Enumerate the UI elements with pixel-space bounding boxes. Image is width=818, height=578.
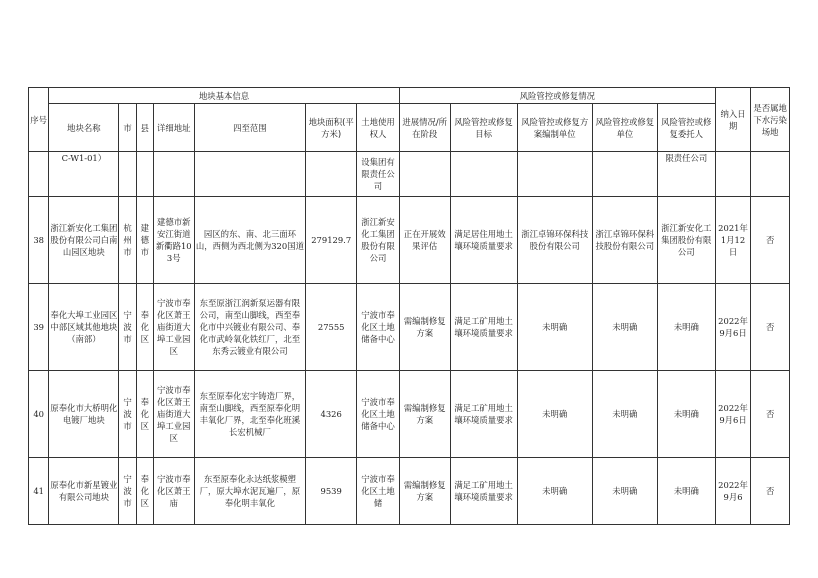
cell-city: 宁波市	[119, 284, 136, 371]
table-row	[29, 458, 790, 525]
cell-owner: 宁波市奉化区土地储备中心	[357, 371, 400, 458]
header-planner: 风险管控或修复方案编制单位	[517, 104, 592, 152]
cell-address: 宁波市奉化区萧王庙街道大埠工业园区	[153, 371, 194, 458]
header-owner: 土地使用权人	[357, 104, 400, 152]
cell-listed: 2022年9月6日	[715, 284, 751, 371]
header-progress: 进展情况/所在阶段	[399, 104, 450, 152]
header-address: 详细地址	[153, 104, 194, 152]
header-group-risk: 风险管控或修复情况	[399, 88, 715, 104]
cell-boundary: 东至原浙江润新泵运器有限公司，南至山脚线，西至奉化市中兴镀业有限公司、奉化市武岭氧化铁红厂，北至东秀云镀业有限公司	[194, 284, 306, 371]
cell-target: 满足居住用地土壤环境质量要求	[450, 197, 517, 284]
cell-city: 宁波市	[119, 458, 136, 525]
cell-groundwater: 否	[751, 458, 790, 525]
cell-county: 奉化区	[136, 458, 153, 525]
table-row	[29, 371, 790, 458]
header-area: 地块面积(平方米)	[306, 104, 357, 152]
cell-target: 满足工矿用地土壤环境质量要求	[450, 458, 517, 525]
cell-seq: 40	[29, 371, 49, 458]
cell-name: C-W1-01）	[49, 152, 119, 197]
cell-target: 满足工矿用地土壤环境质量要求	[450, 284, 517, 371]
cell-planner: 浙江卓锦环保科技股份有限公司	[517, 197, 592, 284]
cell-area: 4326	[306, 371, 357, 458]
cell-address: 宁波市奉化区萧王庙街道大埠工业园区	[153, 284, 194, 371]
cell-county: 建德市	[136, 197, 153, 284]
cell-owner: 宁波市奉化区土地储备中心	[357, 284, 400, 371]
cell-seq: 38	[29, 197, 49, 284]
header-listed: 纳入日期	[715, 88, 751, 152]
header-group-basic: 地块基本信息	[49, 88, 400, 104]
cell-address: 建德市新安江街道新衢路103号	[153, 197, 194, 284]
cell-progress: 正在开展效果评估	[399, 197, 450, 284]
cell-client: 浙江新安化工集团股份有限公司	[657, 197, 715, 284]
cell-listed: 2022年9月6日	[715, 371, 751, 458]
cell-groundwater: 否	[751, 284, 790, 371]
table-row	[29, 197, 790, 284]
cell-boundary: 东至原奉化宏宇铸造厂界，南至山脚线，西至原奉化明丰氧化厂界，北至奉化班溪长宏机械厂	[194, 371, 306, 458]
cell-groundwater: 否	[751, 197, 790, 284]
cell-city: 宁波市	[119, 371, 136, 458]
cell-client: 未明确	[657, 458, 715, 525]
cell-executor: 浙江卓锦环保科技股份有限公司	[592, 197, 657, 284]
cell-listed: 2022年9月6	[715, 458, 751, 525]
cell-area: 279129.7	[306, 197, 357, 284]
cell-area: 27555	[306, 284, 357, 371]
cell-progress: 需编制修复方案	[399, 284, 450, 371]
cell-area: 9539	[306, 458, 357, 525]
cell-progress: 需编制修复方案	[399, 458, 450, 525]
cell-listed: 2021年1月12日	[715, 197, 751, 284]
cell-name: 奉化大埠工业园区中部区域其他地块（南部）	[49, 284, 119, 371]
table-row	[29, 284, 790, 371]
cell-boundary: 东至原奉化永达纸浆模塑厂，原大埠水泥瓦遍厂，原奉化明丰氧化	[194, 458, 306, 525]
cell-planner: 未明确	[517, 371, 592, 458]
cell-owner: 设集团有限责任公司	[357, 152, 400, 197]
cell-progress: 需编制修复方案	[399, 371, 450, 458]
cell-boundary: 园区的东、南、北三面环山，西侧为西北侧为320国道	[194, 197, 306, 284]
header-groundwater: 是否属地下水污染场地	[751, 88, 790, 152]
cell-name: 原奉化市新星镀业有限公司地块	[49, 458, 119, 525]
header-city: 市	[119, 104, 136, 152]
cell-city: 杭州市	[119, 197, 136, 284]
cell-county: 奉化区	[136, 284, 153, 371]
cell-client: 未明确	[657, 371, 715, 458]
cell-executor: 未明确	[592, 371, 657, 458]
cell-owner: 宁波市奉化区土地储	[357, 458, 400, 525]
cell-executor: 未明确	[592, 284, 657, 371]
cell-seq: 39	[29, 284, 49, 371]
cell-address: 宁波市奉化区萧王庙	[153, 458, 194, 525]
header-seq: 序号	[29, 88, 49, 152]
cell-target: 满足工矿用地土壤环境质量要求	[450, 371, 517, 458]
cell-client: 限责任公司	[657, 152, 715, 197]
cell-planner: 未明确	[517, 458, 592, 525]
table-row-continued	[29, 152, 790, 197]
header-target: 风险管控或修复目标	[450, 104, 517, 152]
header-boundary: 四至范围	[194, 104, 306, 152]
header-client: 风险管控或修复委托人	[657, 104, 715, 152]
header-executor: 风险管控或修复单位	[592, 104, 657, 152]
cell-executor: 未明确	[592, 458, 657, 525]
cell-groundwater: 否	[751, 371, 790, 458]
cell-name: 原奉化市大桥明化电镀厂地块	[49, 371, 119, 458]
cell-planner: 未明确	[517, 284, 592, 371]
header-name: 地块名称	[49, 104, 119, 152]
header-county: 县	[136, 104, 153, 152]
contaminated-site-table	[28, 87, 790, 525]
cell-name: 浙江新安化工集团股份有限公司白南山园区地块	[49, 197, 119, 284]
cell-seq: 41	[29, 458, 49, 525]
cell-owner: 浙江新安化工集团股份有限公司	[357, 197, 400, 284]
cell-county: 奉化区	[136, 371, 153, 458]
cell-client: 未明确	[657, 284, 715, 371]
